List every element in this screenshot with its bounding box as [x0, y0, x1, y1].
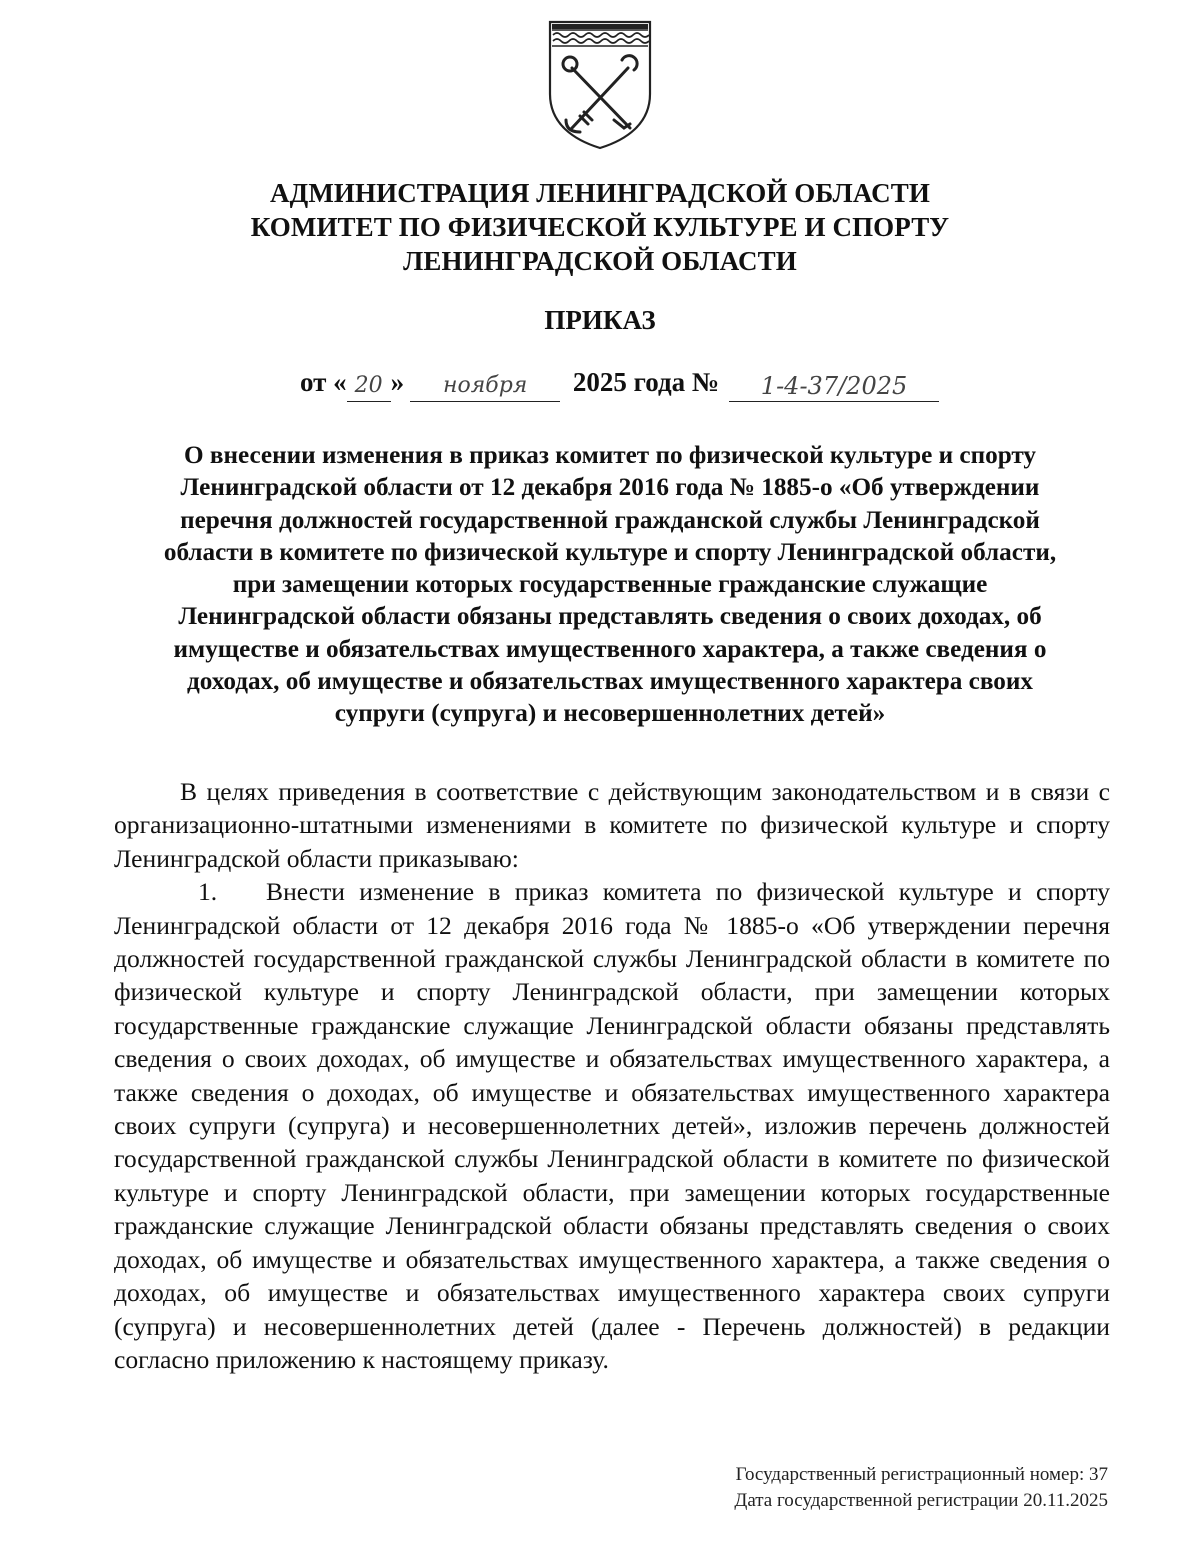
registration-number: Государственный регистрационный номер: 37 — [735, 1464, 1108, 1485]
subject-line: супруги (супруга) и несовершеннолетних детей» — [334, 700, 886, 728]
handwritten-month: ноября — [410, 371, 560, 402]
intro-paragraph: В целях приведения в соответствие с действующим законодательством и в связи с организационно-штатными изменениями в комитете по физической культуре и спорту Ленинградской области приказываю: — [114, 777, 1110, 873]
subject-line: области в комитете по физической культуре и спорту Ленинградской области, — [163, 538, 1057, 566]
coat-of-arms-icon — [544, 16, 656, 150]
item-1-text: Внести изменение в приказ комитета по физической культуре и спорту Ленинградской области от 12 декабря 2016 года № 1885-о «Об утверждении перечня должностей государственной гражданской службы Ленинградской области в комитете по физической культуре и спорту Ленинградской области, при замещении которых государственные гражданские служащие Ленинградской области обязаны представлять сведения о своих доходах, об имуществе и обязательствах имущественного характера, а также сведения о доходах, об имуществе и обязательствах имущественного характера своих супруги (супруга) и несовершеннолетних детей», изложив перечень должностей государственной гражданской службы Ленинградской области в комитете по физической культуре и спорту Ленинградской области, при замещении которых государственные гражданские служащие Ленинградской области обязаны представлять сведения о своих доходах, об имуществе и обязательствах имущественного характера, а также сведения о доходах, об имуществе и обязательствах имущественного характера своих супруги (супруга) и несовершеннолетних детей (далее - Перечень должностей) в редакции согласно приложению к настоящему приказу. — [114, 877, 1110, 1374]
subject-line: Ленинградской области обязаны представлять сведения о своих доходах, об — [178, 603, 1042, 631]
header-line-2: КОМИТЕТ ПО ФИЗИЧЕСКОЙ КУЛЬТУРЕ И СПОРТУ — [250, 212, 950, 242]
subject-line: перечня должностей государственной гражданской службы Ленинградской — [180, 506, 1040, 534]
handwritten-order-number: 1-4-37/2025 — [729, 371, 939, 402]
registration-date: Дата государственной регистрации 20.11.2025 — [734, 1490, 1108, 1511]
item-1-paragraph — [114, 875, 1110, 1376]
order-body — [114, 775, 1110, 1376]
subject-line: при замещении которых государственные гражданские служащие — [232, 571, 988, 599]
item-1-number: 1. — [198, 877, 218, 907]
header-line-1: АДМИНИСТРАЦИЯ ЛЕНИНГРАДСКОЙ ОБЛАСТИ — [270, 178, 930, 208]
subject-line: Ленинградской области от 12 декабря 2016 года № 1885-о «Об утверждении — [180, 474, 1040, 502]
order-subject — [120, 440, 1100, 731]
registration-info — [734, 1462, 1108, 1514]
year-text: 2025 года № — [572, 367, 720, 397]
date-number-line — [300, 362, 939, 402]
subject-line: доходах, об имуществе и обязательствах имущественного характера своих — [187, 668, 1033, 696]
date-quote-close: » — [390, 367, 405, 397]
handwritten-day: 20 — [347, 371, 391, 402]
document-type: ПРИКАЗ — [544, 305, 656, 335]
subject-line: имуществе и обязательствах имущественного характера, а также сведения о — [173, 635, 1047, 663]
date-prefix: от « — [300, 367, 347, 397]
organization-header — [0, 176, 1200, 278]
subject-line: О внесении изменения в приказ комитет по физической культуре и спорту — [183, 442, 1037, 469]
header-line-3: ЛЕНИНГРАДСКОЙ ОБЛАСТИ — [403, 246, 797, 276]
